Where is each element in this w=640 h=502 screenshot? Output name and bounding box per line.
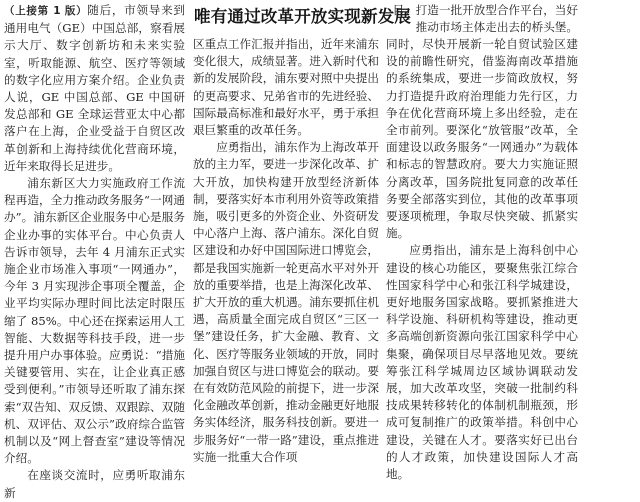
article-column-2 bbox=[193, 36, 379, 464]
continued-from-label: （上接第 1 版） bbox=[4, 5, 88, 17]
paragraph-text: 随后，市领导来到通用电气（GE）中国总部，察看展示大厅、数字创新坊和未来实验室，听取能源、航空、医疗等领域的数字化应用方案介绍。企业负责人说，GE 中国总部、GE 中国研发总部和 GE 全球运营亚太中心都落户在上海，企业受益于自贸区改革创新和上海持续优化营商环境，近年来取得长足进步。 bbox=[4, 3, 185, 173]
article-title: 唯有通过改革开放实现新发展 bbox=[194, 7, 412, 26]
article-column-3 bbox=[386, 36, 578, 482]
paragraph: 同时，尽快开展新一轮自贸试验区建设的前瞻性研究，借鉴海南改革措施的系统集成，要进一步简政放权，努力打造提升政府治理能力先行区，力争在优化营商环境上多出经验，走在全市前列。要深化“放管服”改革，全面建设以政务服务“一网通办”为载体和标志的智慧政府。要大力实施证照分离改革，国务院批复同意的改革任务要全部落实到位，其他的改革事项要逐项梳理，争取尽快突破、抓紧实施。 bbox=[386, 37, 578, 241]
paragraph: 应勇指出，浦东是上海科创中心建设的核心功能区，要聚焦张江综合性国家科学中心和张江科学城建设，更好地服务国家战略。要抓紧推进大科学设施、科研机构等建设，推动更多高端创新资源向张江国家科学中心集聚，确保项目尽早落地见效。要统筹张江科学城周边区域协调联动发展，加大改革攻坚，突破一批制约科技成果转移转化的体制机制瓶颈，形成可复制推广的政策举措。科创中心建设，关键在人才。要落实好已出台的人才政策，加快建设国际人才高地。 bbox=[386, 243, 578, 482]
paragraph: 浦东新区大力实施政府工作流程再造，全力推动政务服务“一网通办”。浦东新区企业服务中心是服务企业办事的实体平台。中心负责人告诉市领导，去年 4 月浦东正式实施企业市场准入事项“一网通办”，今年 3 月实现涉企事项全覆盖，企业平均实际办理时间比法定时限压缩了 85%。中心还在探索运用人工智能、大数据等科技手段，进一步提升用户办事体验。应勇说：“措施关键要管用、实在，让企业真正感受到便利。”市领导还听取了浦东探索“双告知、双反馈、双跟踪、双随机、双评估、双公示”政府综合监管机制以及“网上督查室”建设等情况介绍。 bbox=[4, 176, 185, 466]
paragraph: 目，打造一批开放型合作平台，当好推动市场主体走出去的桥头堡。 bbox=[392, 3, 578, 35]
paragraph: 在座谈交流时，应勇听取浦东新 bbox=[4, 468, 185, 500]
paragraph bbox=[4, 2, 185, 175]
paragraph: 应勇指出，浦东作为上海改革开放的主力军，要进一步深化改革、扩大开放，加快构建开放型经济新体制，要落实好本市利用外资等政策措施，吸引更多的外资企业、外资研发中心落户上海、落户浦东。深化自贸区建设和办好中国国际进口博览会，都是我国实施新一轮更高水平对外开放的重要举措，也是上海深化改革、扩大开放的重大机遇。浦东要抓住机遇，高质量全面完成自贸区“三区一堡”建设任务，扩大金融、教育、文化、医疗等服务业领域的开放，同时加强自贸区与进口博览会的联动。要在有效防范风险的前提下，进一步深化金融改革创新，推动金融更好地服务实体经济，服务科技创新。要进一步服务好“一带一路”建设，重点推进实施一批重大合作项 bbox=[193, 140, 379, 464]
paragraph: 区重点工作汇报并指出，近年来浦东变化很大，成绩显著。进入新时代和新的发展阶段，浦东要对照中央提出的更高要求、兄弟省市的先进经验、国际最高标准和最好水平，勇于承担艰巨繁重的改革任务。 bbox=[193, 37, 379, 138]
article-column-3-top bbox=[386, 2, 578, 36]
article-column-1 bbox=[4, 2, 185, 500]
